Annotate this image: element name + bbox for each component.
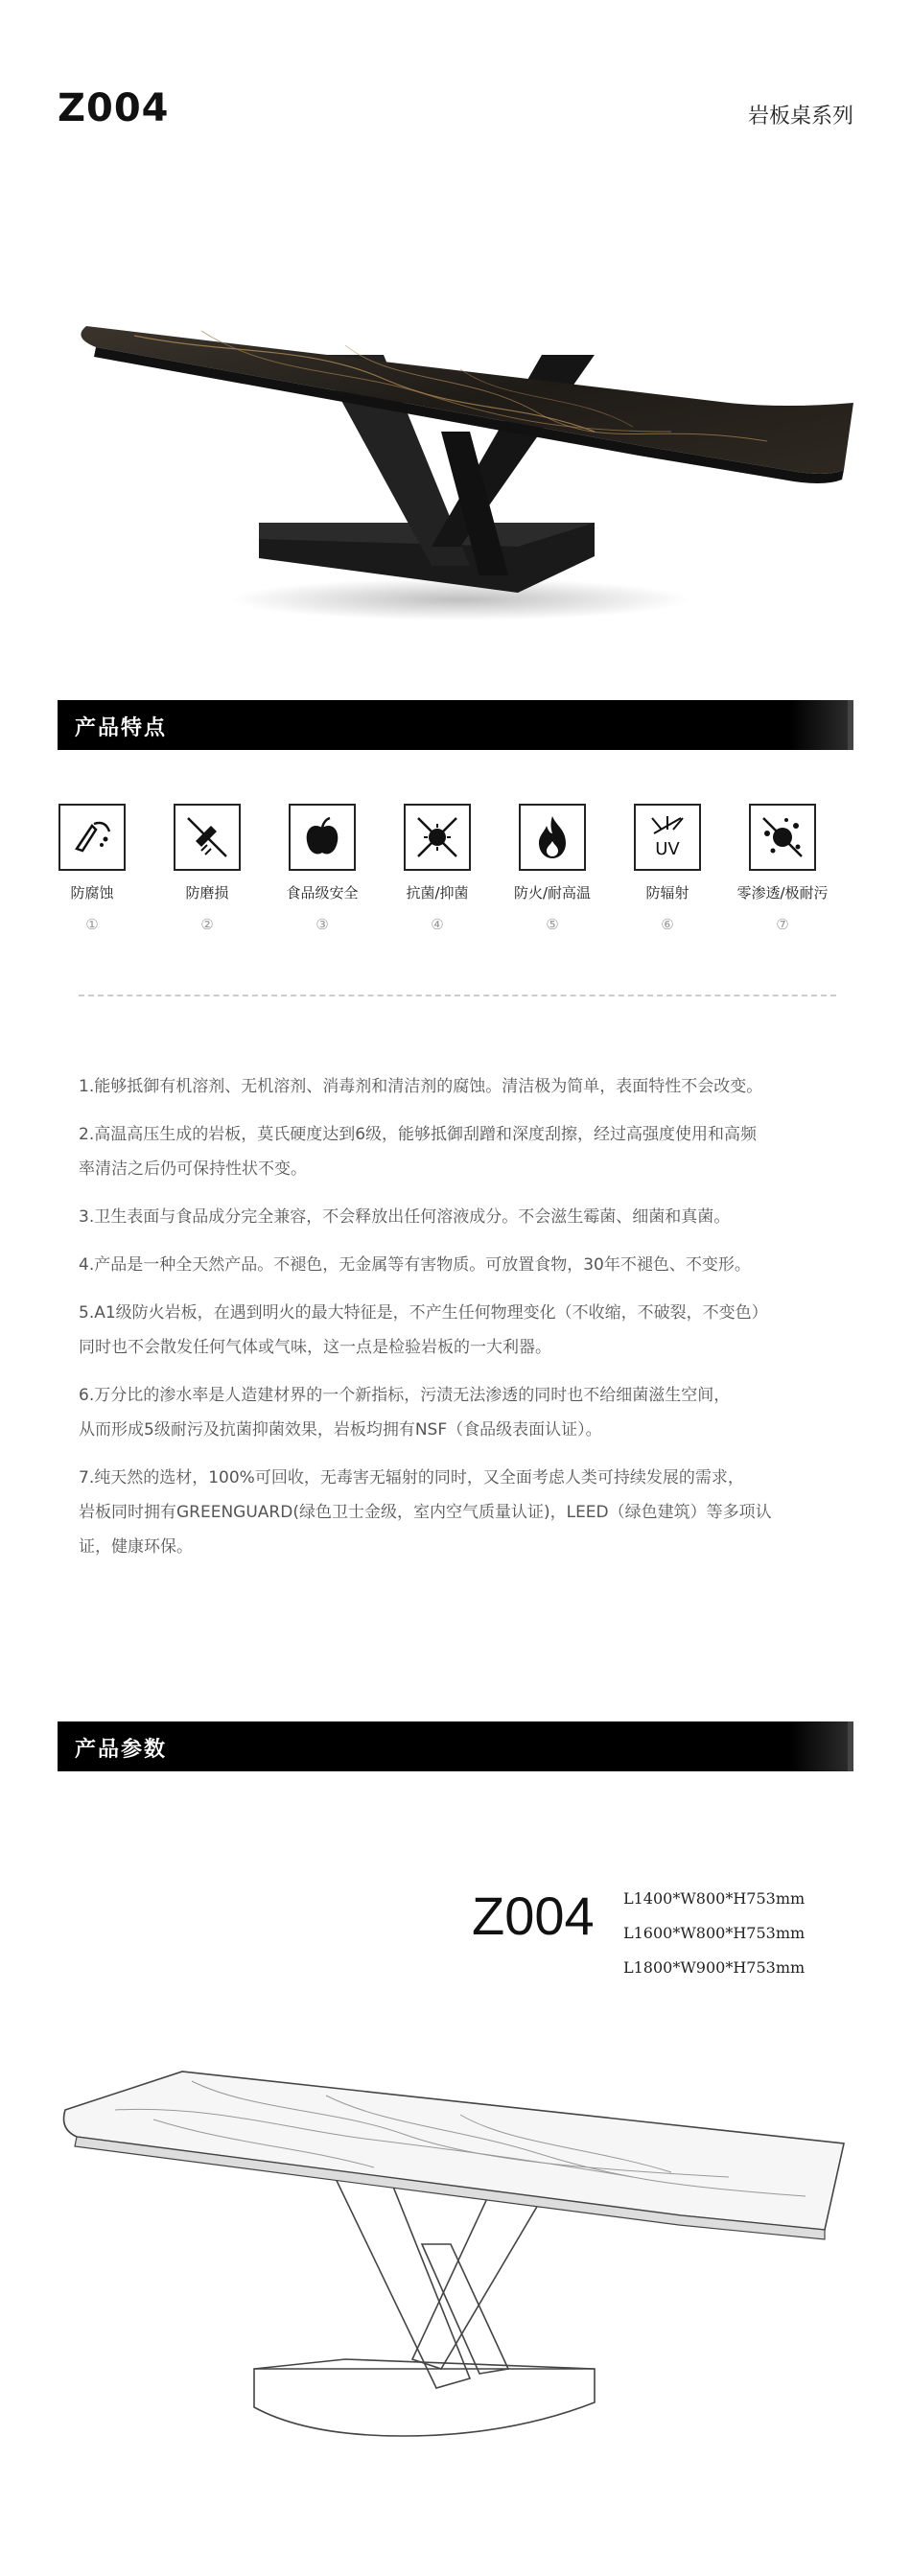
uv-icon — [634, 804, 701, 871]
stain-icon — [749, 804, 816, 871]
features-section-header — [58, 700, 853, 750]
description-paragraph: 率清洁之后仍可保持性状不变。 — [79, 1159, 307, 1179]
feature-number: ③ — [315, 916, 329, 933]
divider — [79, 995, 836, 996]
apple-icon — [289, 804, 356, 871]
params-section-header — [58, 1721, 853, 1771]
feature-number: ① — [85, 916, 99, 933]
size-spec: L1400*W800*H753mm — [623, 1889, 806, 1908]
feature-name: 防腐蚀 — [70, 884, 114, 902]
feature-descriptions — [79, 1074, 846, 1582]
svg-text:UV: UV — [655, 839, 680, 859]
description-paragraph: 5.A1级防火岩板，在遇到明火的最大特征是，不产生任何物理变化（不收缩，不破裂，不变色） — [79, 1303, 768, 1323]
description-paragraph: 证，健康环保。 — [79, 1537, 193, 1557]
description-paragraph: 同时也不会散发任何气体或气味，这一点是检验岩板的一大利器。 — [79, 1338, 551, 1357]
description-paragraph: 3.卫生表面与食品成分完全兼容，不会释放出任何溶液成分。不会滋生霉菌、细菌和真菌。 — [79, 1207, 731, 1227]
model-title: Z004 — [58, 86, 170, 130]
feature-name: 零渗透/极耐污 — [736, 884, 829, 902]
params-section-title: 产品参数 — [75, 1738, 168, 1762]
feature-number: ⑥ — [661, 916, 674, 933]
antibacterial-icon — [404, 804, 471, 871]
feature-number: ④ — [431, 916, 444, 933]
description-paragraph: 1.能够抵御有机溶剂、无机溶剂、消毒剂和清洁剂的腐蚀。清洁极为简单，表面特性不会改变。 — [79, 1077, 763, 1096]
table-product-image — [58, 288, 853, 633]
description-paragraph: 从而形成5级耐污及抗菌抑菌效果，岩板均拥有NSF（食品级表面认证）。 — [79, 1420, 602, 1440]
feature-item — [610, 804, 725, 933]
feature-number: ② — [200, 916, 214, 933]
description-paragraph: 7.纯天然的选材，100%可回收，无毒害无辐射的同时，又全面考虑人类可持续发展的需求， — [79, 1468, 744, 1487]
feature-number: ⑤ — [546, 916, 559, 933]
feature-item — [150, 804, 265, 933]
scratch-icon — [174, 804, 241, 871]
feature-item — [380, 804, 495, 933]
size-list — [623, 1889, 805, 1993]
feature-item — [725, 804, 840, 933]
feature-icon-list — [58, 804, 853, 957]
description-paragraph: 岩板同时拥有GREENGUARD(绿色卫士金级，室内空气质量认证)，LEED（绿色建筑）等多项认 — [79, 1503, 772, 1522]
feature-item — [495, 804, 610, 933]
param-model-name: Z004 — [472, 1885, 595, 1946]
feature-name: 防辐射 — [645, 884, 689, 902]
size-spec: L1600*W800*H753mm — [623, 1924, 806, 1942]
features-section-title: 产品特点 — [75, 716, 168, 740]
description-paragraph: 4.产品是一种全天然产品。不褪色，无金属等有害物质。可放置食物，30年不褪色、不变形。 — [79, 1255, 751, 1275]
fire-icon — [519, 804, 586, 871]
feature-name: 防火/耐高温 — [513, 884, 592, 902]
series-title: 岩板桌系列 — [747, 105, 853, 129]
description-paragraph: 6.万分比的渗水率是人造建材界的一个新指标，污渍无法渗透的同时也不给细菌滋生空间， — [79, 1386, 731, 1405]
feature-name: 防磨损 — [185, 884, 229, 902]
size-spec: L1800*W900*H753mm — [623, 1958, 806, 1977]
table-sketch-image — [58, 2052, 853, 2455]
corrosion-icon — [58, 804, 126, 871]
description-paragraph: 2.高温高压生成的岩板，莫氏硬度达到6级，能够抵御刮蹭和深度刮擦，经过高强度使用和高频 — [79, 1125, 758, 1144]
feature-name: 抗菌/抑菌 — [406, 884, 469, 902]
feature-item — [35, 804, 150, 933]
feature-name: 食品级安全 — [286, 884, 359, 902]
feature-number: ⑦ — [776, 916, 789, 933]
feature-item — [265, 804, 380, 933]
